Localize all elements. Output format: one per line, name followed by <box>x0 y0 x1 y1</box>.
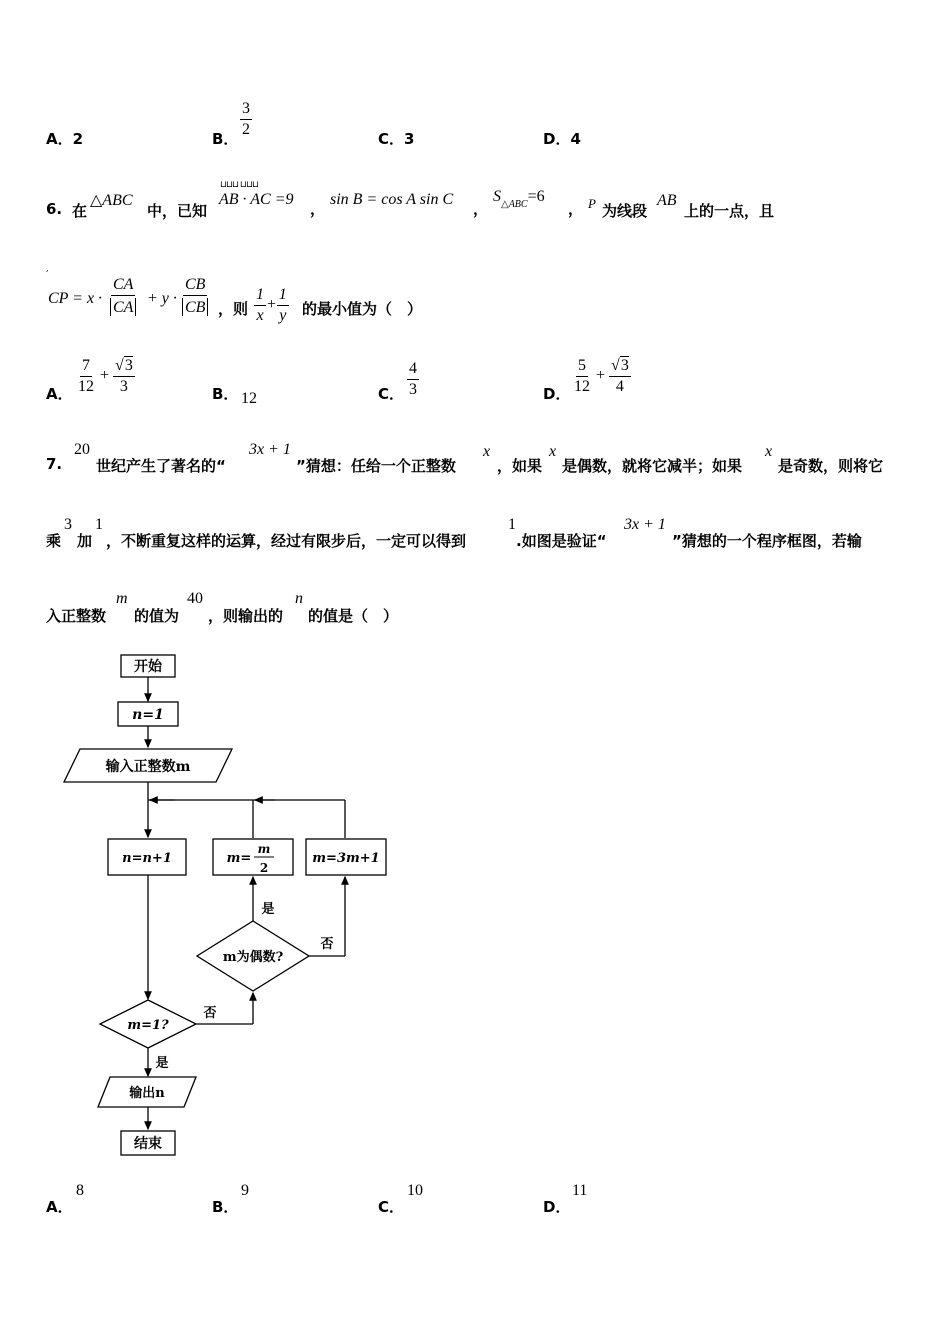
q6-comma-1: ， <box>310 200 326 218</box>
area-subscript: △ABC <box>501 199 528 210</box>
q7-option-b-value: 9 <box>241 1182 249 1199</box>
q5-option-a[interactable] <box>46 128 83 149</box>
radicand: 3 <box>620 357 629 374</box>
q7-text-2: ”猜想：任给一个正整数 <box>296 457 456 475</box>
frac-num: 5 <box>576 358 588 377</box>
q5-option-b[interactable] <box>212 128 238 149</box>
q7-expr-3x1-b: 3x + 1 <box>624 516 666 533</box>
x-denominator: x <box>256 307 264 324</box>
frac-den: 12 <box>78 378 94 395</box>
q7-text-5: 是奇数，则将它 <box>778 457 884 475</box>
q6-ca-unit <box>110 277 136 316</box>
q7-num-1b: 1 <box>508 516 516 533</box>
y-denominator: y <box>279 307 287 324</box>
ca-denominator: CA <box>110 298 136 316</box>
q7-num-40: 40 <box>187 590 203 607</box>
stray-mark-icon: , <box>46 264 49 273</box>
frac-den: 4 <box>615 378 624 395</box>
q7-text-1: 世纪产生了著名的“ <box>96 457 226 475</box>
start-label: 开始 <box>134 659 162 675</box>
q6-option-b-value: 12 <box>241 390 257 407</box>
yes-label-2: 是 <box>155 1056 169 1071</box>
q6-trig-condition: sin B = cos A sin C <box>330 191 454 208</box>
q7-line3-a: 入正整数 <box>46 607 107 625</box>
q7-option-a[interactable] <box>46 1196 73 1217</box>
q7-var-m: m <box>116 590 128 607</box>
option-value: 3 <box>404 130 415 148</box>
q6-plus-y: + y · <box>147 290 177 307</box>
option-label: B． <box>212 130 239 148</box>
one-numerator: 1 <box>277 287 289 306</box>
q6-option-a-value: $\frac{7}{12}$ + $\frac{√3}{3}$ <box>78 357 133 395</box>
frac-den: 3 <box>119 378 128 395</box>
q7-expr-3x1: 3x + 1 <box>249 441 291 458</box>
q7-line3-b: 的值为 <box>134 607 180 625</box>
q7-option-d-value: 11 <box>572 1182 588 1199</box>
q5-option-b-fraction <box>240 101 252 138</box>
q6-point-p: P <box>588 196 596 211</box>
option-label: B． <box>212 1198 239 1216</box>
option-value: 4 <box>570 130 581 148</box>
option-label: D． <box>543 1198 571 1216</box>
frac-den: 3 <box>409 381 417 398</box>
input-label: 输入正整数m <box>105 759 191 775</box>
q7-line3-c: ，则输出的 <box>208 607 284 625</box>
yes-label-1: 是 <box>261 902 275 917</box>
q7-var-x3: x <box>765 443 773 460</box>
init-label: n=1 <box>132 707 164 723</box>
halve-den: 2 <box>259 861 269 875</box>
even-question: m为偶数? <box>222 950 284 965</box>
q6-text-segment: 为线段 <box>602 202 648 220</box>
q6-segment-ab: AB <box>657 192 677 209</box>
q7-number: 7. <box>46 455 63 473</box>
q7-option-c[interactable] <box>378 1196 404 1217</box>
frac-den: 2 <box>242 121 250 138</box>
q7-text-4: 是偶数，就将它减半；如果 <box>562 457 743 475</box>
q7-var-n: n <box>295 590 303 607</box>
q7-option-a-value: 8 <box>76 1182 84 1199</box>
q7-num-1: 1 <box>95 516 103 533</box>
q6-cp-lhs: CP = x · <box>48 290 103 307</box>
q6-option-d-label[interactable]: D． <box>543 385 571 403</box>
q7-text-3: ，如果 <box>497 457 543 475</box>
q6-comma-3: ， <box>568 200 584 218</box>
one-question: m=1? <box>127 1018 169 1033</box>
q7-var-x2: x <box>549 443 557 460</box>
q7-line3-d: 的值是（ ） <box>308 607 399 625</box>
q7-num-3: 3 <box>64 516 72 533</box>
q6-triangle: △ABC <box>90 192 133 209</box>
q5-option-d[interactable] <box>543 128 581 149</box>
q6-option-c-value <box>407 361 419 398</box>
q7-line2-d: .如图是验证“ <box>516 532 607 550</box>
output-label: 输出n <box>129 1086 165 1101</box>
plus-sign: + <box>266 296 277 314</box>
q6-number: 6. <box>46 200 63 218</box>
frac-num: 7 <box>80 358 92 377</box>
no-label-1: 否 <box>320 937 334 952</box>
q5-option-c[interactable] <box>378 128 414 149</box>
halve-num: m <box>257 842 271 856</box>
area-value: =6 <box>527 188 545 205</box>
radicand: 3 <box>124 357 133 374</box>
cb-denominator: CB <box>182 298 208 316</box>
q6-option-c-label[interactable]: C． <box>378 385 405 403</box>
q7-line2-b: 加 <box>77 532 93 550</box>
option-label: A． <box>46 130 73 148</box>
q7-num-20: 20 <box>74 441 90 458</box>
q7-line2-e: ”猜想的一个程序框图，若输 <box>672 532 862 550</box>
q6-text-zai: 在 <box>72 202 88 220</box>
q6-text-zhong: 中，已知 <box>147 202 208 220</box>
q7-option-d[interactable] <box>543 1196 570 1217</box>
q6-option-d-value: $\frac{5}{12}$ + $\frac{√3}{4}$ <box>574 357 629 395</box>
q6-option-a-label[interactable]: A． <box>46 385 73 403</box>
frac-den: 12 <box>574 378 590 395</box>
frac-num: 4 <box>407 361 419 380</box>
option-label: C． <box>378 130 405 148</box>
vector-arrow-marks-icon: ⊔⊔⊔ ⊔⊔⊔ <box>220 180 258 190</box>
plus-sign: + <box>596 367 606 385</box>
q6-text-on: 上的一点，且 <box>684 202 775 220</box>
option-label: D． <box>543 130 571 148</box>
q6-reciprocal-sum <box>254 287 289 324</box>
option-label: A． <box>46 1198 73 1216</box>
ca-numerator: CA <box>111 277 135 296</box>
cb-numerator: CB <box>183 277 207 296</box>
q6-option-b-label[interactable]: B． <box>212 385 239 403</box>
q7-var-x1: x <box>483 443 491 460</box>
q6-area <box>493 186 545 210</box>
plus-sign: + <box>100 367 110 385</box>
q7-option-b[interactable] <box>212 1196 238 1217</box>
q6-cb-unit <box>182 277 208 316</box>
halve-lhs: m= <box>226 851 252 866</box>
q6-comma-2: ， <box>473 200 489 218</box>
frac-num: 3 <box>240 101 252 120</box>
no-label-2: 否 <box>203 1006 217 1021</box>
increment-label: n=n+1 <box>122 851 172 866</box>
q6-text-min: 的最小值为（ ） <box>302 300 423 318</box>
q7-option-c-value: 10 <box>407 1182 423 1199</box>
triple-label: m=3m+1 <box>312 851 380 866</box>
q6-dot-product: AB · AC =9 <box>219 191 294 208</box>
q6-text-then: ，则 <box>218 300 249 318</box>
q7-line2-a: 乘 <box>46 532 62 550</box>
option-label: C． <box>378 1198 405 1216</box>
area-s: S <box>493 188 501 205</box>
halve-box <box>213 839 293 875</box>
q7-line2-c: ，不断重复这样的运算，经过有限步后，一定可以得到 <box>106 532 467 550</box>
end-label: 结束 <box>134 1136 162 1152</box>
flowchart <box>50 645 410 1165</box>
option-value: 2 <box>72 130 84 148</box>
one-numerator: 1 <box>254 287 266 306</box>
